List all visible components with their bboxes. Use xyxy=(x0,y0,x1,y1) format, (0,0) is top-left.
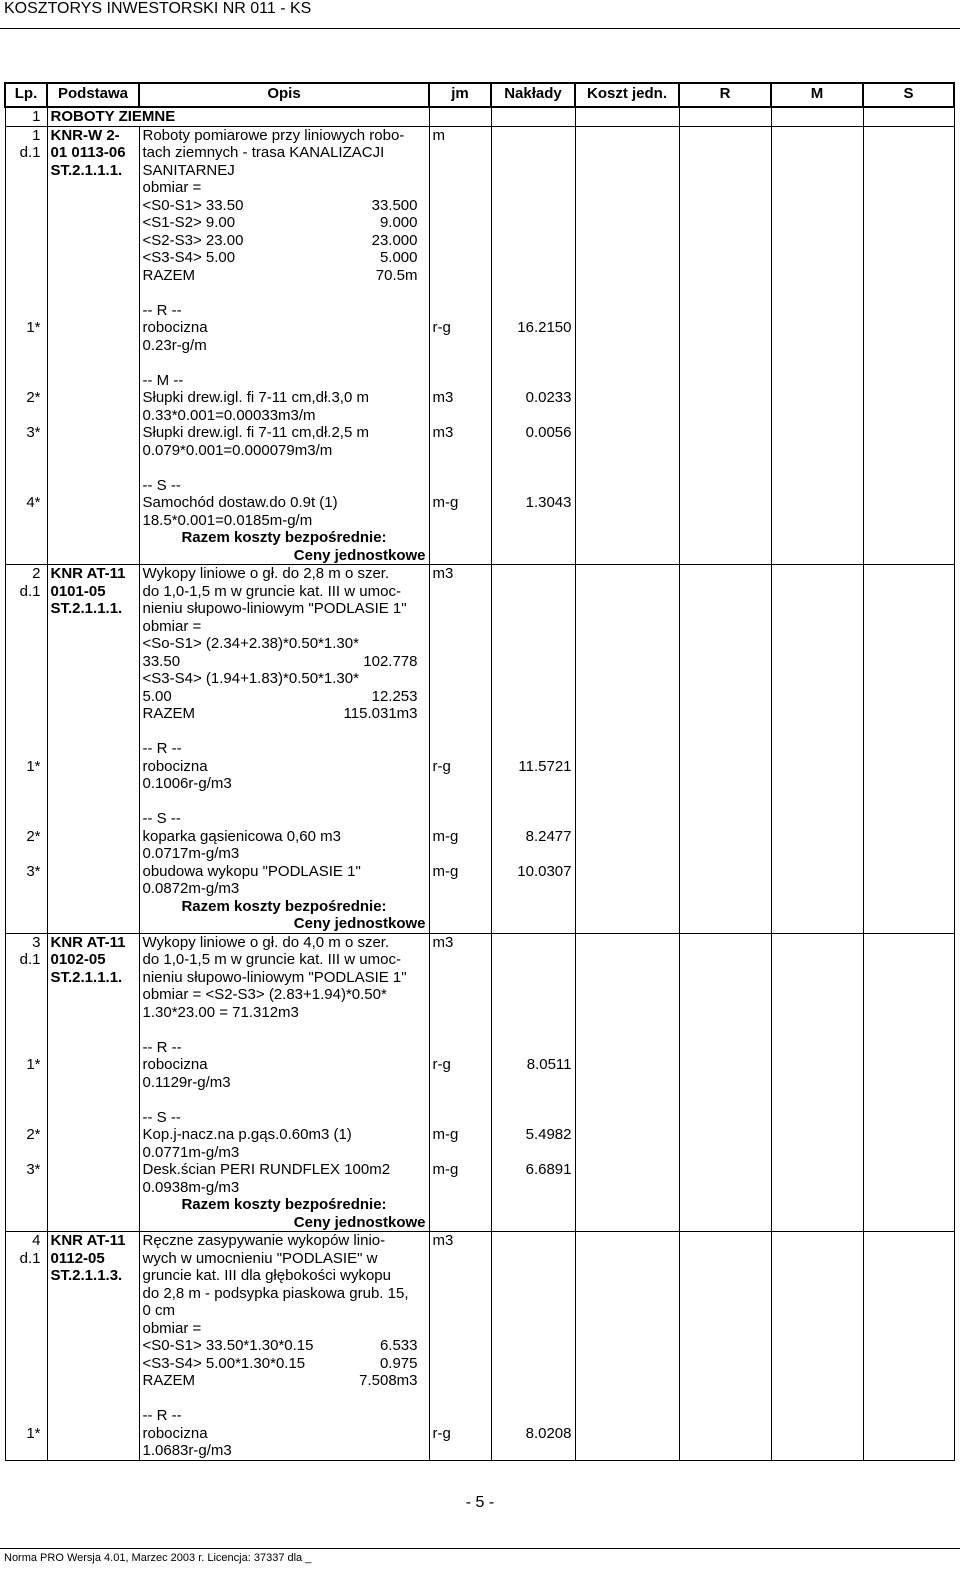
col-opis: Opis xyxy=(139,83,429,107)
table-row: 2* 3* -- S -- Kop.j-nacz.na p.gąs.0.60m3 (1) 0.0771m-g/m3 Desk.ścian PERI RUNDFLEX 100m2 0.0938m-g/m3 m-g m-g 5.4982 6.6891 xyxy=(5,1109,954,1197)
table-header xyxy=(5,83,954,107)
col-podstawa: Podstawa xyxy=(47,83,139,107)
table-row: 4 d.1 KNR AT-11 0112-05 ST.2.1.1.3. Ręczne zasypywanie wykopów linio- wych w umocnieniu "PODLASIE" w gruncie kat. III dla głębokości wykopu do 2,8 m - podsypka piaskowa grub. 15, 0 cm obmiar = <S0-S1> 33.50*1.30*0.15 6.533 <S3-S4> 5.00*1.30*0.15 0.975 RAZEM 7.508m3 m3 xyxy=(5,1232,954,1390)
col-lp: Lp. xyxy=(5,83,47,107)
software-info: Norma PRO Wersja 4.01, Marzec 2003 r. Licencja: 37337 dla _ xyxy=(4,1552,312,1564)
table-row: 2* 3* -- M -- Słupki drew.igl. fi 7-11 cm,dł.3,0 m 0.33*0.001=0.00033m3/m Słupki drew.igl. fi 7-11 cm,dł.2,5 m 0.079*0.001=0.000079m3/m m3 m3 0.0233 0.0056 xyxy=(5,372,954,460)
document-title: KOSZTORYS INWESTORSKI NR 011 - KS xyxy=(4,0,312,17)
col-r: R xyxy=(679,83,771,107)
col-m: M xyxy=(771,83,863,107)
col-s: S xyxy=(863,83,954,107)
estimate-table: Lp. Podstawa Opis jm Nakłady Koszt jedn. R M S 1 ROBOTY ZIEMNE 1 d.1 KNR-W 2- 01 0113-06 ST.2.1.1.1. Roboty pomiarowe przy liniowych robo- tach ziemnych - trasa KANALIZACJI SANITARNEJ obmiar = <S0-S1> 33.50 33.500 <S1-S2> 9.00 9.000 <S2-S3> 23.00 23.000 <S3-S4> 5.00 5.000 RAZEM 70.5m m 1* -- R -- robocizna 0.23r-g/m r-g 16.2150 2* 3* -- M -- Słupki drew.igl. fi 7-11 cm,dł.3,0 m 0.33*0.001=0.00033m3/m Słupki drew.igl. fi 7-11 cm,dł.2,5 m 0.079*0.001=0.000079m3/m m3 m3 0.0233 0.0056 4* -- S -- Samochód dostaw.do 0.9t (1) 18.5*0.001=0.0185m-g/m m-g 1.3043 Razem koszty bezpośrednie: Ceny jednostkowe 2 d.1 KNR AT-11 0101-05 ST.2.1.1.1. Wykopy liniowe o gł. do 2,8 m o szer. do 1,0-1,5 m w gruncie kat. III w umoc- nieniu słupowo-liniowym "PODLASIE 1" obmiar = <So-S1> (2.34+2.38)*0.50*1.30* 33.50 102.778 <S3-S4> (1.94+1.83)*0.50*1.30* 5.00 12.253 RAZEM 115.031m3 m3 1* -- R -- robocizna 0.1006r-g/m3 r-g 11.5721 2* 3* -- S -- koparka gąsienicowa 0,60 m3 0.0717m-g/m3 obudowa wykopu "PODLASIE 1" 0.0872m-g/m3 m-g m-g 8.2477 10.0307 Razem koszty bezpośrednie: Ceny jednostkowe 3 d.1 KNR AT-11 0102-05 ST.2.1.1.1. Wykopy liniowe o gł. do 4,0 m o szer. do 1,0-1,5 m w gruncie kat. III w umoc- nieniu słupowo-liniowym "PODLASIE 1" obmiar = <S2-S3> (2.83+1.94)*0.50* 1.30*23.00 = 71.312m3 m3 1* -- R -- robocizna 0.1129r-g/m3 r-g 8.0511 2* 3* -- S -- Kop.j-nacz.na p.gąs.0.60m3 (1) 0.0771m-g/m3 Desk.ścian PERI RUNDFLEX 100m2 0.0938m-g/m3 m-g m-g 5.4982 6.6891 Razem koszty bezpośrednie: Ceny jednostkowe 4 d.1 KNR AT-11 0112-05 ST.2.1.1.3. Ręczne zasypywanie wykopów linio- wych w umocnieniu "PODLASIE" w gruncie kat. III dla głębokości wykopu do 2,8 m - podsypka piaskowa grub. 15, 0 cm obmiar = <S0-S1> 33.50*1.30*0.15 6.533 <S3-S4> 5.00*1.30*0.15 0.975 RAZEM 7.508m3 m3 1* -- R -- robocizna 1.0683r-g/m3 r-g 8.0208 xyxy=(4,82,955,1461)
table-row: 2* 3* -- S -- koparka gąsienicowa 0,60 m3 0.0717m-g/m3 obudowa wykopu "PODLASIE 1" 0.0872m-g/m3 m-g m-g 8.2477 10.0307 xyxy=(5,810,954,898)
table-row: 1* -- R -- robocizna 0.23r-g/m r-g 16.2150 xyxy=(5,302,954,355)
table-row: 1 d.1 KNR-W 2- 01 0113-06 ST.2.1.1.1. Roboty pomiarowe przy liniowych robo- tach ziemnych - trasa KANALIZACJI SANITARNEJ obmiar = <S0-S1> 33.50 33.500 <S1-S2> 9.00 9.000 <S2-S3> 23.00 23.000 <S3-S4> 5.00 5.000 RAZEM 70.5m m xyxy=(5,126,954,284)
table-row: 1* -- R -- robocizna 0.1129r-g/m3 r-g 8.0511 xyxy=(5,1039,954,1092)
table-row: 2 d.1 KNR AT-11 0101-05 ST.2.1.1.1. Wykopy liniowe o gł. do 2,8 m o szer. do 1,0-1,5 m w gruncie kat. III w umoc- nieniu słupowo-liniowym "PODLASIE 1" obmiar = <So-S1> (2.34+2.38)*0.50*1.30* 33.50 102.778 <S3-S4> (1.94+1.83)*0.50*1.30* 5.00 12.253 RAZEM 115.031m3 m3 xyxy=(5,565,954,723)
col-naklady: Nakłady xyxy=(491,83,575,107)
header-divider xyxy=(0,28,960,29)
table-row: 4* -- S -- Samochód dostaw.do 0.9t (1) 18.5*0.001=0.0185m-g/m m-g 1.3043 xyxy=(5,477,954,530)
col-jm: jm xyxy=(429,83,491,107)
col-koszt: Koszt jedn. xyxy=(575,83,679,107)
table-row: 3 d.1 KNR AT-11 0102-05 ST.2.1.1.1. Wykopy liniowe o gł. do 4,0 m o szer. do 1,0-1,5 m w gruncie kat. III w umoc- nieniu słupowo-liniowym "PODLASIE 1" obmiar = <S2-S3> (2.83+1.94)*0.50* 1.30*23.00 = 71.312m3 m3 xyxy=(5,933,954,1021)
section-row: 1 ROBOTY ZIEMNE xyxy=(5,107,954,126)
footer-divider xyxy=(0,1548,960,1549)
page-number: - 5 - xyxy=(465,1494,495,1511)
table-row: 1* -- R -- robocizna 0.1006r-g/m3 r-g 11.5721 xyxy=(5,740,954,793)
table-row: 1* -- R -- robocizna 1.0683r-g/m3 r-g 8.0208 xyxy=(5,1407,954,1460)
